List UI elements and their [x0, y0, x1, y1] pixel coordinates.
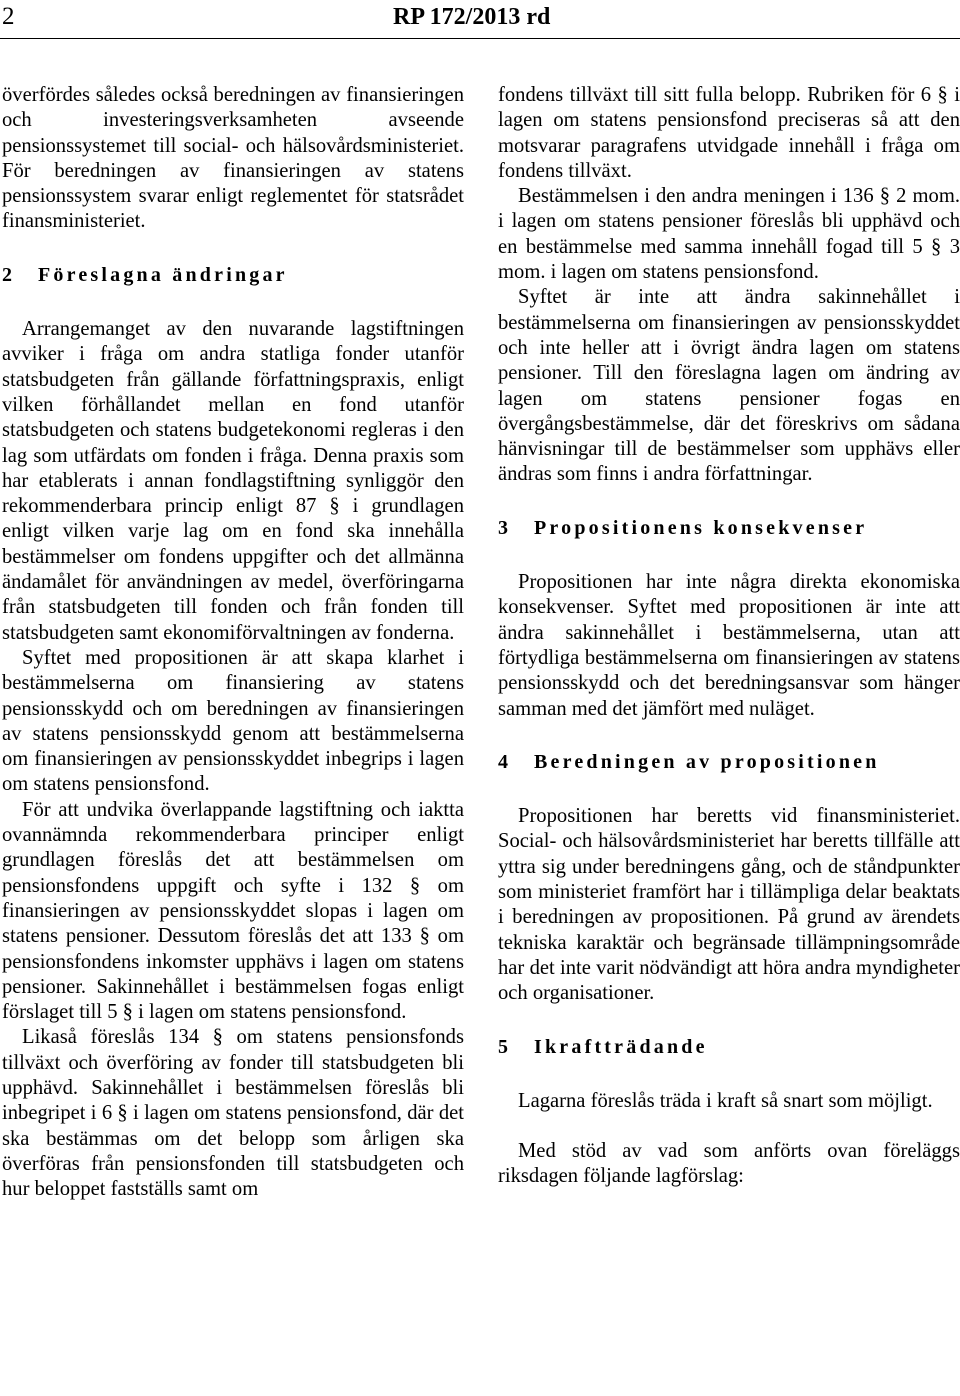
section-number: 3 — [498, 516, 508, 539]
section-heading-3 — [498, 516, 960, 541]
header-rule — [0, 38, 960, 39]
section-title: Föreslagna ändringar — [38, 263, 288, 286]
section-number: 5 — [498, 1035, 508, 1058]
left-column — [2, 83, 464, 1202]
paragraph: Med stöd av vad som anförts ovan föreläggs riksdagen följande lagförslag: — [498, 1140, 960, 1188]
section-title: Ikraftträdande — [534, 1035, 708, 1058]
paragraph: Propositionen har inte några direkta ekonomiska konsekvenser. Syftet med propositionen är inte att ändra sakinnehållet i bestämmelserna, utan att förtydliga bestämmelserna om finansieringen av statens pensionsskydd och det beredningsansvar som hänger samman med det jämfört med nuläget. — [498, 571, 960, 720]
paragraph: Syftet med propositionen är att skapa klarhet i bestämmelserna om finansiering av statens pensionsskydd och om beredningen av finansieringen av statens pensionsskydd genom att bestämmelserna om finansieringen av pensionsskyddet inbegrips i lagen om statens pensionsfond. — [2, 646, 464, 796]
running-header: RP 172/2013 rd — [393, 4, 551, 30]
paragraph: Bestämmelsen i den andra meningen i 136 § 2 mom. i lagen om statens pensioner föreslås bli upphävd och en bestämmelse med samma innehåll fogad till 5 § 3 mom. i lagen om statens pensionsfond. — [498, 185, 960, 284]
section-number: 2 — [2, 263, 12, 286]
section-number: 4 — [498, 750, 508, 773]
paragraph: Arrangemanget av den nuvarande lagstiftningen avviker i fråga om andra statliga fonder utanför statsbudgeten från gällande författningspraxis, enligt vilken förhållandet mellan en fond utanför statsbudgeten och statens budgetekonomi regleras i den lag som utfärdats om fonden i fråga. Denna praxis som har etablerats i annan fondlagstiftning synliggör den rekommenderbara princip enligt 87 § i grundlagen enligt vilken varje lag om en fond ska innehålla bestämmelser om fondens uppgifter och det allmänna ändamålet för användningen av medel, överföringarna från statsbudgeten till fonden och från fonden till statsbudgeten samt ekonomiförvaltningen av fonderna. — [2, 318, 464, 644]
paragraph: överfördes således också beredningen av finansieringen och investeringsverksamheten avseende pensionssystemet till social- och hälsovårdsministeriet. För beredningen av finansieringen av statens pensionssystem svarar enligt reglementet för statsrådet finansministeriet. — [2, 84, 464, 233]
section-heading-4 — [498, 750, 960, 775]
paragraph: Propositionen har beretts vid finansministeriet. Social- och hälsovårdsministeriet har beretts tillfälle att yttra sig under beredningens gång, och de ståndpunkter som ministeriet framfört har i tillämpliga delar beaktats i beredningen av propositionen. På grund av ärendets tekniska karaktär och begränsade tillämpningsområde har det inte varit nödvändigt att höra andra myndigheter och organisationer. — [498, 805, 960, 1005]
paragraph-gap — [498, 1114, 960, 1139]
section-heading-2 — [2, 263, 464, 288]
section-title: Beredningen av propositionen — [534, 750, 880, 773]
paragraph: För att undvika överlappande lagstiftning och iaktta ovannämnda rekommenderbara principer enligt grundlagen föreslås det att bestämmelsen om pensionsfondens uppgift och syfte i 132 § om finansieringen av pensionsskyddet slopas i lagen om statens pensioner. Dessutom föreslås det att 133 § om pensionsfondens inkomster upphävs i lagen om statens pensioner. Sakinnehållet i bestämmelsen fogas enligt förslaget till 5 § i lagen om statens pensionsfond. — [2, 798, 464, 1024]
paragraph: Syftet är inte att ändra sakinnehållet i bestämmelserna om finansieringen av pensionsskyddet och inte heller att i övrigt ändra lagen om statens pensioner. Till den föreslagna lagen om ändring av lagen om statens pensioner fogas en övergångsbestämmelse, där det föreskrivs om sådana hänvisningar till de bestämmelser som upphävs eller ändras som finns i andra författningar. — [498, 286, 960, 486]
paragraph: fondens tillväxt till sitt fulla belopp. Rubriken för 6 § i lagen om statens pensionsfond preciseras så att den motsvarar paragrafens utvidgade innehåll i fråga om fondens tillväxt. — [498, 84, 960, 182]
section-title: Propositionens konsekvenser — [534, 516, 868, 539]
page-number: 2 — [2, 3, 15, 30]
section-heading-5 — [498, 1035, 960, 1060]
right-column — [498, 83, 960, 1190]
paragraph: Lagarna föreslås träda i kraft så snart som möjligt. — [518, 1089, 933, 1112]
paragraph: Likaså föreslås 134 § om statens pensionsfonds tillväxt och överföring av fonder till statsbudgeten bli upphävd. Sakinnehållet i bestämmelsen föreslås bli inbegripet i 6 § i lagen om statens pensionsfond, där det ska bestämmas om det belopp som årligen ska överföras från pensionsfonden till statsbudgeten och hur beloppet fastställs samt om — [2, 1026, 464, 1201]
